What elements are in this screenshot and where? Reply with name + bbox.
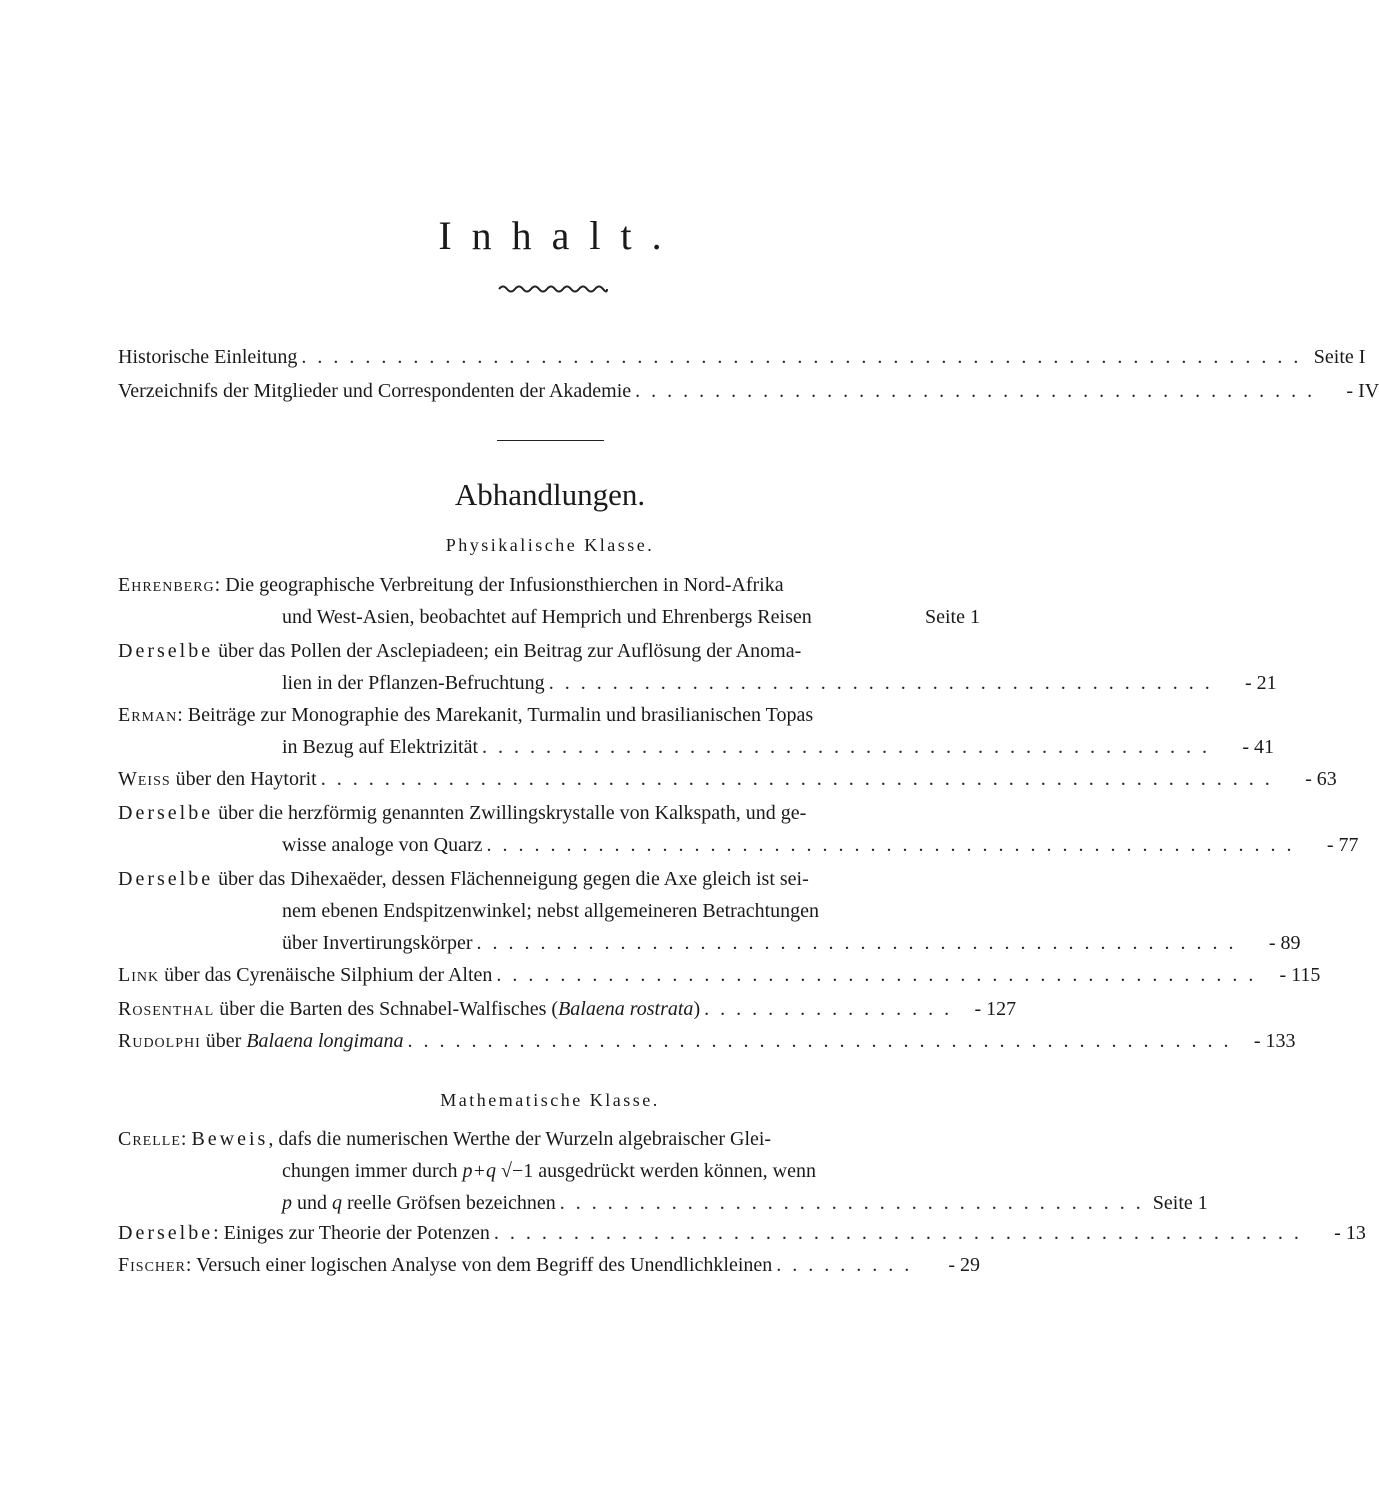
page-title: Inhalt. — [438, 213, 682, 258]
author-name: Rosenthal — [118, 998, 215, 1020]
toc-page: - 77 — [1326, 834, 1359, 856]
toc-page: - 127 — [974, 998, 1017, 1020]
toc-page: Seite 1 — [925, 606, 980, 628]
toc-entry-line: Crelle: Beweis, dafs die numerischen Werthe der Wurzeln algebraischer Glei- — [118, 1128, 772, 1150]
author-name: Erman — [118, 704, 178, 726]
toc-entry-historische-einleitung — [118, 342, 1366, 372]
leader-dots: . . . . . . . . . . . . . . . . . . . . . . . . . . . . . . . . . . . . . — [559, 1192, 1144, 1214]
toc-entry-zwillingskrystalle: wisse analoge von Quarz . . . . . . . . . . . . . . . . . . . . . . . . . . . . . . . . . . . . . . . . . . . . . . . . . . . - 77 — [282, 830, 980, 860]
toc-entry-line: Ehrenberg: Die geographische Verbreitung der Infusionsthierchen in Nord-Afrika — [118, 574, 784, 596]
author-name: Derselbe — [118, 868, 214, 890]
author-name: Fischer — [118, 1254, 186, 1276]
leader-dots: . . . . . . . . . . . . . . . . . . . . . . . . . . . . . . . . . . . . . . . . . . . . . . . . . . . — [486, 834, 1295, 856]
leader-dots: . . . . . . . . . . . . . . . . . . . . . . . . . . . . . . . . . . . . . . . . . . . . . . . . . . . . — [407, 1030, 1232, 1052]
toc-entry-crelle: p und q reelle Gröfsen bezeichnen . . . . . . . . . . . . . . . . . . . . . . . . . . . . . . . . . . . . . Seite 1 — [282, 1188, 980, 1218]
leader-dots: . . . . . . . . . . . . . . . . . . . . . . . . . . . . . . . . . . . . . . . . . . . . . . . . . . . — [493, 1222, 1302, 1244]
leader-dots: . . . . . . . . . . . . . . . . — [704, 998, 953, 1020]
toc-page: - 89 — [1268, 932, 1301, 954]
toc-entry-dihexaeder: über Invertirungskörper . . . . . . . . . . . . . . . . . . . . . . . . . . . . . . . . . . . . . . . . . . . . . . . . - 89 — [282, 928, 980, 958]
toc-entry-line: chungen immer durch p+q √−1 ausgedrückt werden können, wenn — [282, 1160, 816, 1182]
author-name: Crelle — [118, 1128, 181, 1150]
toc-entry-line: Derselbe über das Pollen der Asclepiadeen; ein Beitrag zur Auflösung der Anoma- — [118, 640, 802, 662]
author-name: Derselbe — [118, 1222, 214, 1244]
section-divider — [497, 440, 604, 441]
author-name: Ehrenberg — [118, 574, 215, 596]
toc-page: - 133 — [1253, 1030, 1296, 1052]
toc-entry-ehrenberg: und West-Asien, beobachtet auf Hemprich und Ehrenbergs Reisen Seite 1 — [282, 602, 980, 632]
physikalische-klasse-heading: Physikalische Klasse. — [445, 535, 655, 555]
toc-entry-potenzen: Derselbe: Einiges zur Theorie der Potenzen . . . . . . . . . . . . . . . . . . . . . . . . . . . . . . . . . . . . . . . . . . . . . . . . . . . - 13 — [118, 1218, 980, 1248]
leader-dots: . . . . . . . . . . . . . . . . . . . . . . . . . . . . . . . . . . . . . . . . . . . — [635, 380, 1316, 402]
toc-entry-rudolphi: Rudolphi über Balaena longimana . . . . . . . . . . . . . . . . . . . . . . . . . . . . . . . . . . . . . . . . . . . . . . . . . . . . - 133 — [118, 1026, 980, 1056]
leader-dots: . . . . . . . . . . . . . . . . . . . . . . . . . . . . . . . . . . . . . . . . . . . . . . — [482, 736, 1211, 758]
toc-entry-erman: in Bezug auf Elektrizität . . . . . . . . . . . . . . . . . . . . . . . . . . . . . . . . . . . . . . . . . . . . . . - 41 — [282, 732, 980, 762]
wavy-ornament — [497, 282, 609, 296]
toc-entry-link: Link über das Cyrenäische Silphium der Alten . . . . . . . . . . . . . . . . . . . . . . . . . . . . . . . . . . . . . . . . . . . . . . . . - 115 — [118, 960, 980, 990]
author-name: Link — [118, 964, 160, 986]
toc-text: Verzeichnifs der Mitglieder und Correspondenten der Akademie — [118, 380, 632, 402]
author-name: Derselbe — [118, 640, 214, 662]
toc-page: Seite I — [1313, 346, 1366, 368]
toc-entry-line: Erman: Beiträge zur Monographie des Marekanit, Turmalin und brasilianischen Topas — [118, 704, 814, 726]
toc-entry-fischer: Fischer: Versuch einer logischen Analyse von dem Begriff des Unendlichkleinen . . . . . . . . . - 29 — [118, 1250, 980, 1280]
author-name: Weiss — [118, 768, 171, 790]
toc-entry-line: Derselbe über die herzförmig genannten Zwillingskrystalle von Kalkspath, und ge- — [118, 802, 807, 824]
toc-entry-rosenthal: Rosenthal über die Barten des Schnabel-Walfisches (Balaena rostrata) . . . . . . . . . . . . . . . . - 127 — [118, 994, 980, 1024]
toc-text: Historische Einleitung — [118, 346, 298, 368]
toc-page: - 13 — [1334, 1222, 1366, 1244]
toc-page: - 29 — [948, 1254, 980, 1276]
toc-entry-line: Derselbe über das Dihexaëder, dessen Flächenneigung gegen die Axe gleich ist sei- — [118, 868, 809, 890]
section-title: Abhandlungen. — [454, 477, 646, 512]
leader-dots: . . . . . . . . . — [776, 1254, 913, 1276]
leader-dots: . . . . . . . . . . . . . . . . . . . . . . . . . . . . . . . . . . . . . . . . . . . . . . . . . . . . . . . . . . . . . . . — [301, 346, 1302, 368]
toc-page: - 21 — [1245, 672, 1277, 694]
leader-dots: . . . . . . . . . . . . . . . . . . . . . . . . . . . . . . . . . . . . . . . . . . . . . . . . — [496, 964, 1257, 986]
mathematische-klasse-heading: Mathematische Klasse. — [440, 1090, 660, 1110]
leader-dots: . . . . . . . . . . . . . . . . . . . . . . . . . . . . . . . . . . . . . . . . . . . . . . . . — [476, 932, 1237, 954]
toc-entry-verzeichnis — [118, 376, 1379, 406]
toc-entry-weiss: Weiss über den Haytorit . . . . . . . . . . . . . . . . . . . . . . . . . . . . . . . . . . . . . . . . . . . . . . . . . . . . . . . . . . . . - 63 — [118, 764, 980, 794]
leader-dots: . . . . . . . . . . . . . . . . . . . . . . . . . . . . . . . . . . . . . . . . . . . . . . . . . . . . . . . . . . . . — [320, 768, 1273, 790]
toc-entry-line: nem ebenen Endspitzenwinkel; nebst allgemeineren Betrachtungen — [282, 900, 820, 922]
toc-page: - IV — [1346, 380, 1379, 402]
author-name: Derselbe — [118, 802, 214, 824]
toc-page: - 41 — [1242, 736, 1275, 758]
toc-page: - 115 — [1279, 964, 1321, 986]
toc-page: Seite 1 — [1152, 1192, 1208, 1214]
toc-page: - 63 — [1305, 768, 1337, 790]
leader-dots: . . . . . . . . . . . . . . . . . . . . . . . . . . . . . . . . . . . . . . . . . . — [548, 672, 1213, 694]
author-name: Rudolphi — [118, 1030, 201, 1052]
toc-entry-pollen: lien in der Pflanzen-Befruchtung . . . . . . . . . . . . . . . . . . . . . . . . . . . . . . . . . . . . . . . . . . - 21 — [282, 668, 980, 698]
